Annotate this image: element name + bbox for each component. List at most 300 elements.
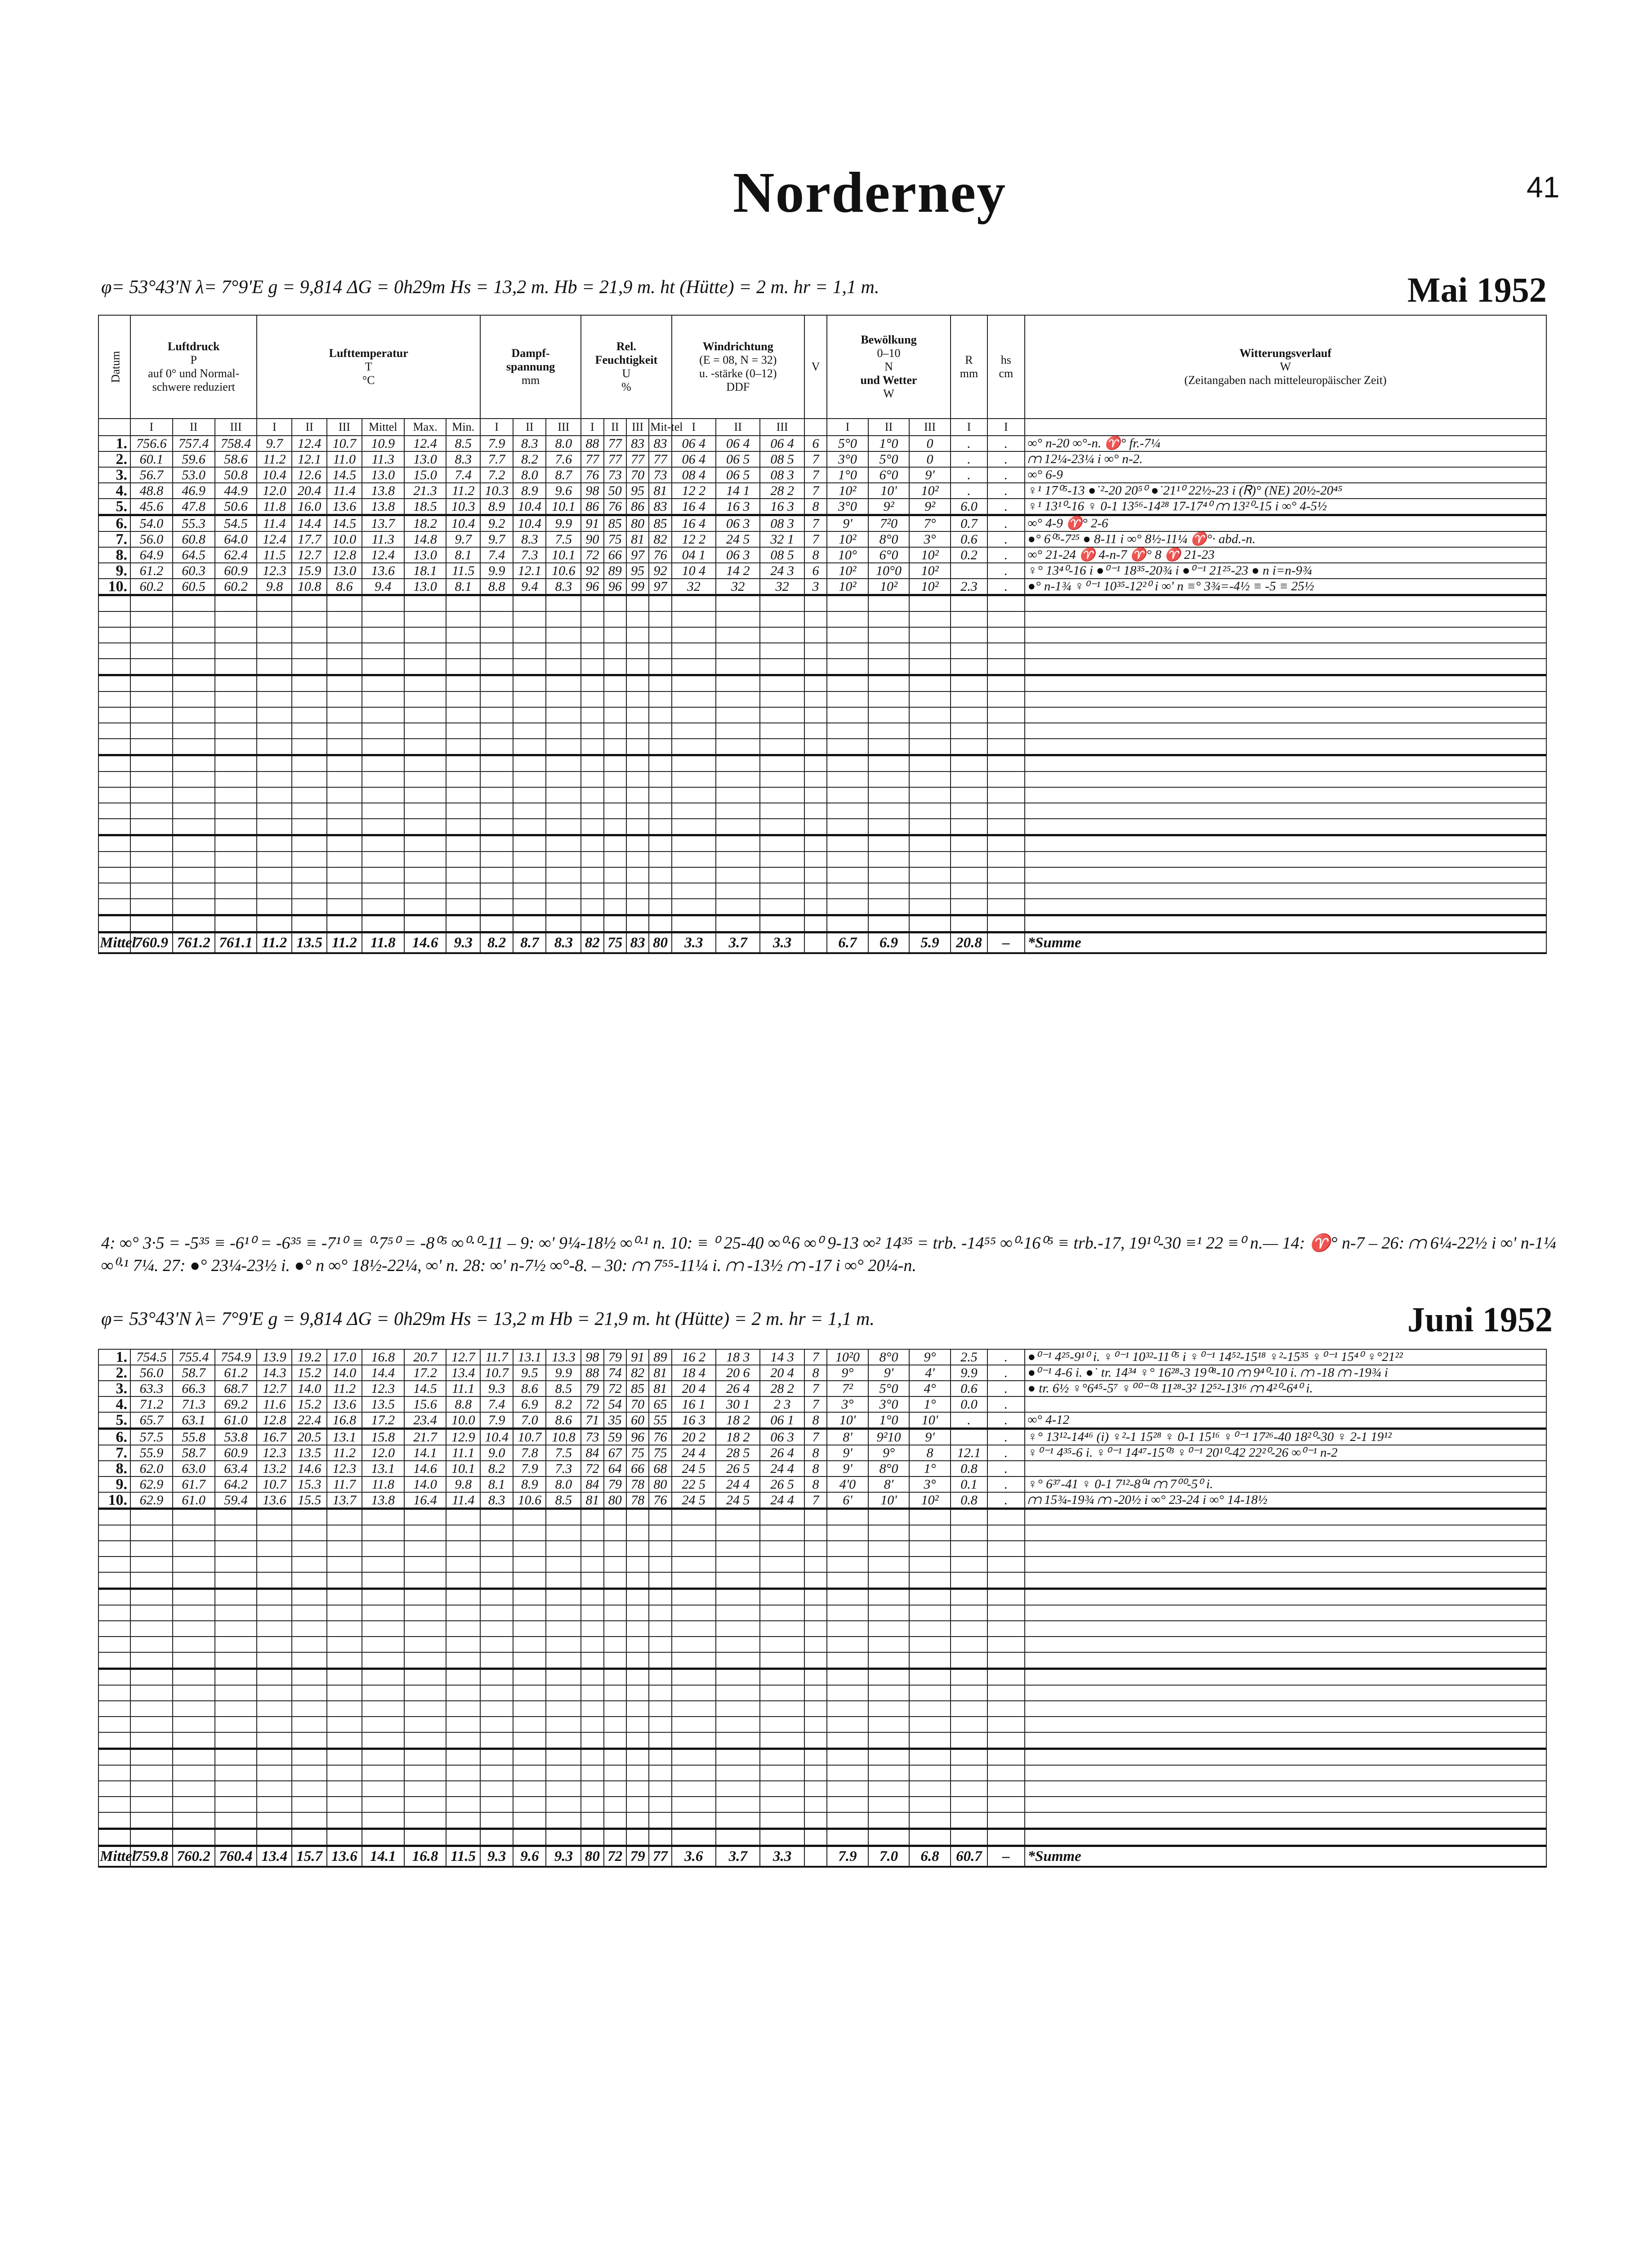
table-cell: 0.6: [951, 1381, 987, 1396]
table-cell: [327, 691, 362, 707]
table-cell: 2 3: [760, 1396, 804, 1412]
table-row: [98, 691, 1546, 707]
table-cell: [215, 1749, 257, 1766]
table-cell: [760, 1781, 804, 1797]
table-cell: 8: [804, 547, 827, 563]
table-cell: 13.1: [362, 1461, 404, 1476]
table-cell: [716, 1749, 760, 1766]
table-cell: [546, 883, 581, 899]
table-cell: [581, 1621, 603, 1637]
mai-notes: 4: ∞° 3·5 = -5³⁵ ≡ -6¹⁰ = -6³⁵ ≡ -7¹⁰ ≡ ⁰·7⁵⁰ = -8⁰⁵ ∞⁰·⁰-11 – 9: ∞' 9¼-18½ ∞⁰·¹ n. 10: ≡ ⁰ 25-40 ∞⁰·6 ∞⁰ 9-13 ∞² 14³⁵ = trb. -14⁵⁵ ∞⁰·16⁰⁵ ≡ trb.-17, 19¹⁰-30 ≡¹ 22 ≡⁰ n.— 14: ♈° n-7 – 26: ⩋ 6¼-22½ i ∞' n-1¼ ∞⁰·¹ 7¼. 27: ●° 23¼-23½ i. ●° n ∞° 18½-22¼, ∞' n. 28: ∞' n-7½ ∞°-8. – 30: ⩋ 7⁵⁵-11¼ i. ⩋ -13½ ⩋ -17 i ∞° 20¼-n.: [101, 1234, 1556, 1275]
mean-cell: 3.6: [672, 1846, 716, 1867]
table-cell: 10.6: [513, 1492, 546, 1509]
table-cell: [480, 723, 513, 739]
table-cell: [951, 772, 987, 787]
table-cell: [546, 595, 581, 612]
table-cell: [173, 1557, 215, 1572]
table-cell: 58.7: [173, 1365, 215, 1381]
table-cell: [173, 739, 215, 755]
table-cell: 9.8: [257, 579, 292, 595]
table-cell: [987, 819, 1024, 835]
table-cell: 54: [604, 1396, 626, 1412]
table-row: [98, 1797, 1546, 1812]
table-cell: [257, 883, 292, 899]
table-cell: [173, 755, 215, 772]
table-cell: [1025, 1812, 1547, 1829]
table-cell: [362, 1781, 404, 1797]
table-cell: [404, 883, 446, 899]
table-cell: 15.8: [362, 1429, 404, 1445]
table-cell: [649, 1525, 671, 1541]
table-cell: [480, 787, 513, 803]
table-row: [98, 1829, 1546, 1846]
table-cell: [868, 1781, 910, 1797]
table-cell: [480, 803, 513, 819]
table-cell: [649, 1605, 671, 1621]
table-cell: [327, 1525, 362, 1541]
table-cell: 18.2: [404, 515, 446, 532]
table-cell: [404, 803, 446, 819]
table-cell: [257, 739, 292, 755]
table-row: [98, 739, 1546, 755]
table-cell: 24 4: [760, 1492, 804, 1509]
table-cell: [446, 723, 480, 739]
table-cell: [672, 659, 716, 675]
table-cell: [130, 691, 173, 707]
table-cell: [716, 1541, 760, 1557]
table-row: [98, 803, 1546, 819]
table-cell: [404, 739, 446, 755]
table-cell: [173, 803, 215, 819]
table-cell: [951, 1797, 987, 1812]
table-cell: [98, 867, 130, 883]
table-cell: 15.0: [404, 467, 446, 483]
table-cell: 9°: [868, 1445, 910, 1461]
table-cell: [257, 787, 292, 803]
table-cell: [827, 1621, 868, 1637]
table-cell: [173, 707, 215, 723]
table-cell: 10²: [868, 579, 910, 595]
table-cell: 8.3: [513, 531, 546, 547]
table-cell: [716, 835, 760, 852]
table-cell: [827, 1829, 868, 1846]
table-cell: [480, 1781, 513, 1797]
table-cell: [362, 819, 404, 835]
table-cell: [716, 675, 760, 692]
table-cell: 9.5: [513, 1365, 546, 1381]
table-cell: [581, 1605, 603, 1621]
table-cell: 14.0: [404, 1476, 446, 1492]
table-cell: [649, 1765, 671, 1781]
table-cell: 06 1: [760, 1412, 804, 1429]
table-cell: [446, 1589, 480, 1606]
mean-cell: 13.5: [292, 932, 327, 954]
table-cell: [513, 1669, 546, 1686]
table-cell: [604, 1589, 626, 1606]
table-cell: [173, 1781, 215, 1797]
table-cell: 11.2: [257, 451, 292, 467]
table-cell: [1025, 723, 1546, 739]
table-cell: [672, 1781, 716, 1797]
table-cell: 22.4: [292, 1412, 327, 1429]
table-cell: 11.5: [446, 563, 480, 579]
table-cell: [362, 1572, 404, 1589]
table-cell: [480, 1572, 513, 1589]
table-cell: [215, 1797, 257, 1812]
table-cell: [98, 659, 130, 675]
table-cell: 7°: [909, 515, 951, 532]
table-cell: [480, 1652, 513, 1669]
table-cell: [827, 1637, 868, 1652]
table-cell: 11.5: [257, 547, 292, 563]
mean-cell: 14.6: [404, 932, 446, 954]
table-cell: [716, 1797, 760, 1812]
table-cell: [827, 1509, 868, 1525]
table-cell: [404, 867, 446, 883]
table-cell: [987, 835, 1024, 852]
row-day: 3.: [98, 467, 130, 483]
table-cell: ♀° 6³⁷-41 ♀ 0-1 7¹²-8⁰⁴ ⩋ 7⁰⁰-5⁰ i.: [1025, 1476, 1547, 1492]
table-cell: [604, 1749, 626, 1766]
table-cell: [581, 835, 603, 852]
table-cell: 90: [581, 531, 603, 547]
table-cell: 8.6: [327, 579, 362, 595]
table-cell: [716, 1589, 760, 1606]
table-cell: [546, 1637, 581, 1652]
table-cell: 8.1: [446, 579, 480, 595]
table-cell: [760, 1732, 804, 1749]
table-cell: [760, 803, 804, 819]
table-cell: [604, 611, 626, 627]
table-cell: [804, 852, 827, 867]
table-cell: [480, 1685, 513, 1701]
table-cell: ♀¹ 17⁰⁵-13 ●˙²-20 20⁵⁰ ●˙21¹⁰ 22½-23 i (Ꮢ)° (NE) 20½-20⁴⁵: [1025, 483, 1546, 499]
table-cell: [362, 1525, 404, 1541]
table-cell: [909, 1637, 951, 1652]
table-cell: [716, 772, 760, 787]
table-cell: 7.0: [513, 1412, 546, 1429]
table-cell: [649, 755, 671, 772]
table-cell: [513, 835, 546, 852]
table-cell: [827, 611, 868, 627]
table-cell: [581, 1637, 603, 1652]
table-cell: [130, 595, 173, 612]
table-cell: 44.9: [215, 483, 257, 499]
table-cell: 18 4: [672, 1365, 716, 1381]
table-cell: [215, 803, 257, 819]
table-cell: 06 4: [672, 436, 716, 451]
page-number: 41: [1527, 170, 1560, 204]
table-cell: 9.3: [480, 1381, 513, 1396]
table-cell: 10²: [909, 579, 951, 595]
table-cell: [362, 659, 404, 675]
table-cell: [404, 1797, 446, 1812]
table-cell: [716, 1669, 760, 1686]
table-cell: 9.2: [480, 515, 513, 532]
table-cell: 56.0: [130, 1365, 173, 1381]
table-cell: 8: [804, 1365, 827, 1381]
table-cell: [604, 899, 626, 915]
table-cell: [404, 643, 446, 659]
table-cell: [327, 1652, 362, 1669]
table-cell: [626, 1765, 649, 1781]
table-cell: [951, 1429, 987, 1445]
table-row: [98, 1429, 1546, 1445]
table-cell: [909, 755, 951, 772]
col-witterungsverlauf: Witterungsverlauf W (Zeitangaben nach mitteleuropäischer Zeit): [1025, 315, 1546, 419]
table-row: [98, 1349, 1546, 1365]
table-cell: [626, 595, 649, 612]
table-cell: [804, 1589, 827, 1606]
table-cell: .: [951, 467, 987, 483]
table-cell: [480, 1732, 513, 1749]
table-cell: [513, 819, 546, 835]
table-cell: [804, 1749, 827, 1766]
table-cell: [1025, 1749, 1547, 1766]
table-cell: [257, 1589, 292, 1606]
table-cell: 65: [649, 1396, 671, 1412]
table-cell: 8.1: [480, 1476, 513, 1492]
table-cell: [604, 1669, 626, 1686]
table-cell: [362, 595, 404, 612]
table-cell: [404, 835, 446, 852]
table-cell: 8: [804, 499, 827, 515]
table-cell: [626, 1589, 649, 1606]
table-cell: [215, 819, 257, 835]
table-cell: 11.2: [327, 1381, 362, 1396]
table-cell: [362, 723, 404, 739]
table-cell: 3°: [827, 1396, 868, 1412]
table-cell: [951, 1557, 987, 1572]
table-cell: [987, 852, 1024, 867]
sub-label: Mit-tel: [649, 419, 671, 436]
table-cell: 13.5: [362, 1396, 404, 1412]
table-cell: [215, 1812, 257, 1829]
table-cell: [827, 675, 868, 692]
table-cell: 62.9: [130, 1492, 173, 1509]
table-cell: [327, 1717, 362, 1732]
table-cell: [130, 659, 173, 675]
table-cell: [130, 915, 173, 932]
table-cell: 15.2: [292, 1365, 327, 1381]
table-cell: [987, 1797, 1024, 1812]
table-cell: ∞° 6-9: [1025, 467, 1546, 483]
table-cell: 26 5: [760, 1476, 804, 1492]
table-cell: [804, 739, 827, 755]
table-cell: [626, 611, 649, 627]
table-cell: 16 1: [672, 1396, 716, 1412]
table-cell: 32: [716, 579, 760, 595]
table-cell: [362, 883, 404, 899]
table-cell: 32: [672, 579, 716, 595]
table-cell: 97: [626, 547, 649, 563]
table-cell: [1025, 1572, 1547, 1589]
table-cell: 11.2: [446, 483, 480, 499]
row-day: 2.: [98, 451, 130, 467]
mai-station-header: φ= 53°43'N λ= 7°9'E g = 9,814 ΔG = 0h29m Hs = 13,2 m. Hb = 21,9 m. ht (Hütte) = 2 m. hr = 1,1 m.: [101, 277, 880, 298]
table-cell: [604, 1732, 626, 1749]
table-cell: [546, 659, 581, 675]
table-cell: 6°0: [868, 547, 910, 563]
table-cell: [804, 659, 827, 675]
table-cell: [987, 1572, 1024, 1589]
table-cell: 0.8: [951, 1461, 987, 1476]
mean-cell: 3.7: [716, 1846, 760, 1867]
table-cell: [173, 915, 215, 932]
table-cell: [827, 883, 868, 899]
table-cell: [327, 627, 362, 643]
table-cell: 2.5: [951, 1349, 987, 1365]
row-day: 6.: [98, 515, 130, 532]
mean-cell: 8.3: [546, 932, 581, 954]
table-cell: 14.1: [404, 1445, 446, 1461]
table-cell: [513, 899, 546, 915]
table-cell: 7: [804, 1381, 827, 1396]
table-row: [98, 1541, 1546, 1557]
table-cell: [951, 707, 987, 723]
table-cell: [804, 1621, 827, 1637]
table-cell: [804, 803, 827, 819]
table-cell: [257, 707, 292, 723]
table-cell: [130, 1812, 173, 1829]
table-cell: [868, 1589, 910, 1606]
table-cell: [649, 1509, 671, 1525]
table-cell: 12.4: [404, 436, 446, 451]
table-cell: [672, 1621, 716, 1637]
table-cell: [604, 1765, 626, 1781]
table-cell: 53.0: [173, 467, 215, 483]
table-cell: 10²: [827, 483, 868, 499]
table-cell: [362, 739, 404, 755]
juni-table-body: [98, 1349, 1546, 1867]
table-row: [98, 1589, 1546, 1606]
table-cell: [804, 1557, 827, 1572]
table-cell: .: [987, 579, 1024, 595]
table-cell: [827, 772, 868, 787]
table-row: [98, 835, 1546, 852]
table-cell: [130, 611, 173, 627]
table-cell: [909, 1589, 951, 1606]
table-cell: [257, 1541, 292, 1557]
table-cell: ● tr. 6½ ♀°6⁴⁵-5⁷ ♀⁰⁰⁻⁰³ 11²⁸-3² 12⁵²-13¹⁶ ⩋ 4²⁰-6⁴⁰ i.: [1025, 1381, 1547, 1396]
table-cell: [804, 595, 827, 612]
table-cell: 7.3: [513, 547, 546, 563]
table-cell: [173, 1509, 215, 1525]
table-cell: [604, 1525, 626, 1541]
table-cell: [581, 1732, 603, 1749]
table-cell: [327, 852, 362, 867]
sub-label: II: [513, 419, 546, 436]
table-cell: 8: [804, 1412, 827, 1429]
table-cell: 5°0: [868, 1381, 910, 1396]
table-cell: [760, 627, 804, 643]
table-cell: [98, 819, 130, 835]
table-cell: [760, 1797, 804, 1812]
table-cell: [649, 1572, 671, 1589]
sub-label-row: [98, 419, 1546, 436]
table-cell: [909, 803, 951, 819]
table-cell: 7.9: [513, 1461, 546, 1476]
table-row: [98, 1652, 1546, 1669]
table-cell: [362, 611, 404, 627]
table-cell: [827, 852, 868, 867]
table-cell: [546, 1557, 581, 1572]
table-cell: [173, 659, 215, 675]
table-cell: [546, 1589, 581, 1606]
table-cell: [130, 1749, 173, 1766]
table-cell: [604, 1797, 626, 1812]
table-cell: [257, 867, 292, 883]
table-cell: [513, 1509, 546, 1525]
table-cell: [581, 675, 603, 692]
table-cell: [257, 1732, 292, 1749]
table-cell: [546, 1781, 581, 1797]
row-day: 5.: [98, 499, 130, 515]
table-cell: [215, 1541, 257, 1557]
table-cell: [1025, 1829, 1547, 1846]
table-cell: .: [951, 483, 987, 499]
table-cell: 96: [626, 1429, 649, 1445]
table-cell: [446, 707, 480, 723]
table-cell: 12.6: [292, 467, 327, 483]
table-cell: [868, 835, 910, 852]
table-cell: [327, 1797, 362, 1812]
table-cell: [513, 1541, 546, 1557]
table-cell: [446, 1701, 480, 1717]
table-cell: [546, 1765, 581, 1781]
table-cell: 63.1: [173, 1412, 215, 1429]
table-cell: [327, 643, 362, 659]
table-cell: [292, 1525, 327, 1541]
table-cell: [480, 1812, 513, 1829]
table-cell: [513, 1765, 546, 1781]
table-cell: [951, 723, 987, 739]
table-cell: [215, 1765, 257, 1781]
sub-label: III: [760, 419, 804, 436]
table-cell: [215, 611, 257, 627]
sub-label: III: [909, 419, 951, 436]
table-cell: [649, 772, 671, 787]
table-cell: [1025, 1509, 1547, 1525]
table-cell: [604, 1781, 626, 1797]
table-cell: [581, 723, 603, 739]
table-cell: [909, 723, 951, 739]
table-cell: 97: [649, 579, 671, 595]
table-cell: [868, 787, 910, 803]
table-cell: 10.1: [546, 547, 581, 563]
table-cell: [404, 819, 446, 835]
table-cell: [257, 1525, 292, 1541]
table-row: [98, 467, 1546, 483]
table-cell: 20.7: [404, 1349, 446, 1365]
table-cell: ∞° n-20 ∞°-n. ♈° fr.-7¼: [1025, 436, 1546, 451]
table-cell: [987, 787, 1024, 803]
table-cell: [130, 1525, 173, 1541]
table-cell: [581, 1781, 603, 1797]
table-cell: [98, 835, 130, 852]
table-cell: 67: [604, 1445, 626, 1461]
table-cell: [760, 1701, 804, 1717]
table-cell: 14.8: [404, 531, 446, 547]
table-cell: 45.6: [130, 499, 173, 515]
table-cell: [672, 899, 716, 915]
table-cell: [581, 867, 603, 883]
mean-cell: *Summe: [1025, 932, 1546, 954]
table-cell: [1025, 659, 1546, 675]
table-cell: [546, 1669, 581, 1686]
mean-cell: 9.3: [546, 1846, 581, 1867]
table-cell: [581, 883, 603, 899]
